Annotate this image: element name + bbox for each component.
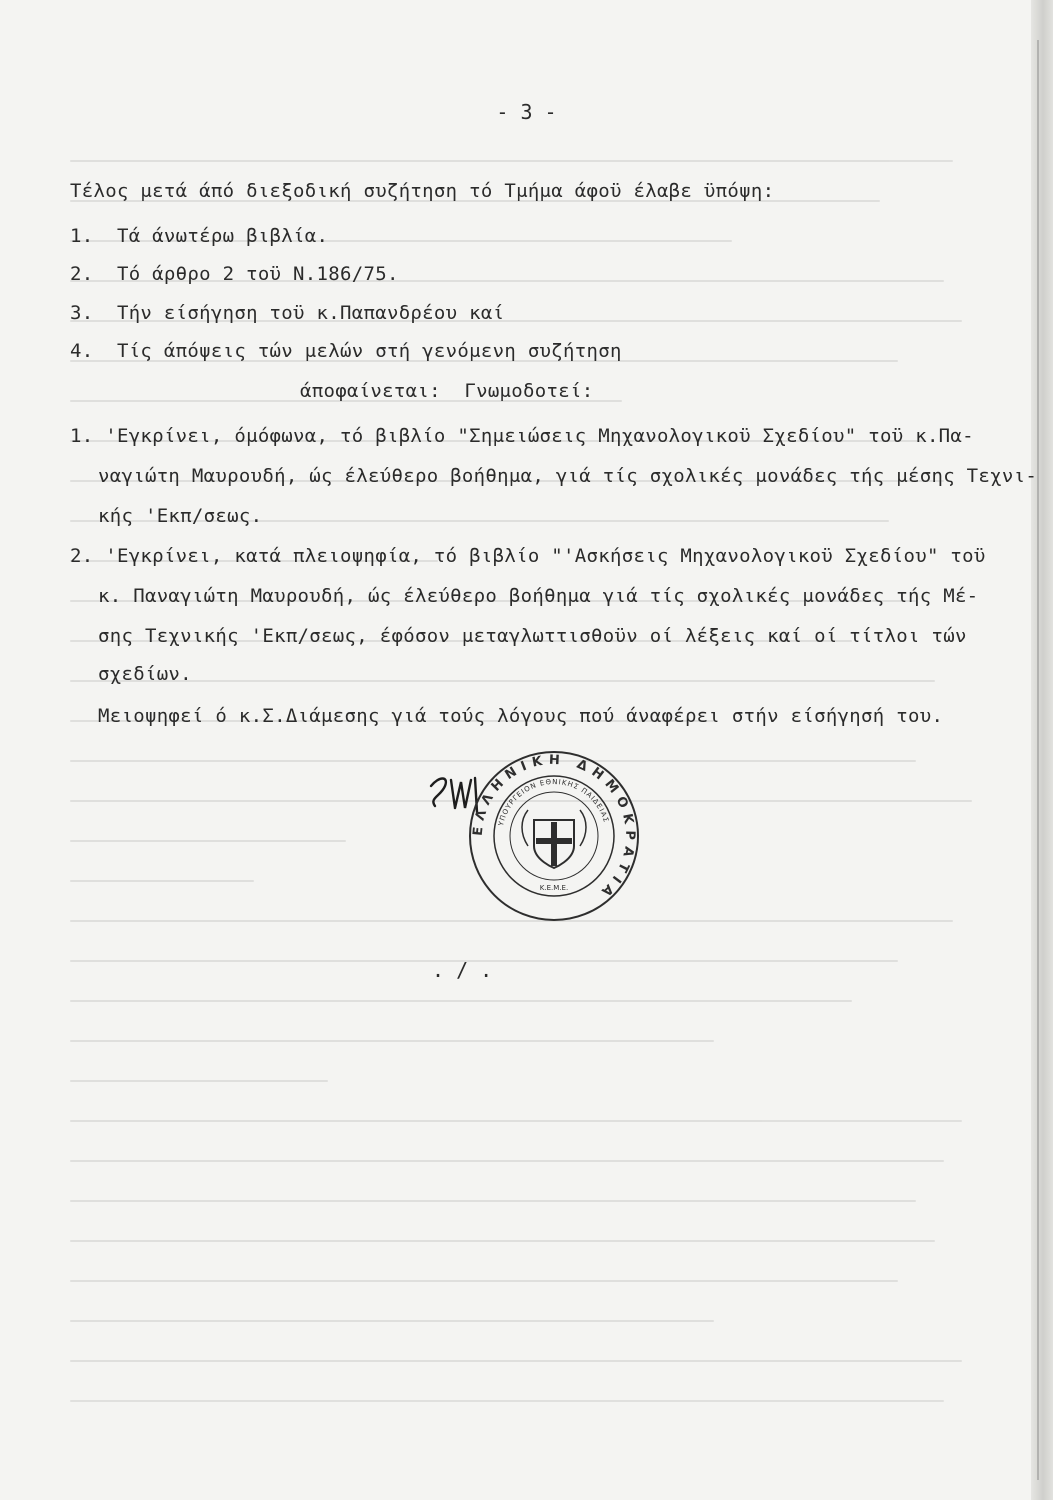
page-edge-line	[1037, 40, 1039, 1480]
decision-2-line-4: σχεδίων.	[98, 663, 192, 685]
considered-item-4: 4. Τίς άπόψεις τών μελών στή γενόμενη συζήτηση	[70, 340, 622, 362]
page-number: - 3 -	[496, 100, 557, 124]
intro-text: Τέλος μετά άπό διεξοδική συζήτηση τό Τμήμα άφοϋ έλαβε ϋπόψη:	[70, 180, 775, 202]
continuation-marks: . / .	[432, 958, 493, 982]
minority-opinion: Μειοψηφεί ό κ.Σ.Διάμεσης γιά τούς λόγους πού άναφέρει στήν είσήγησή του.	[98, 705, 944, 727]
considered-item-1: 1. Τά άνωτέρω βιβλία.	[70, 225, 329, 247]
considered-item-2: 2. Τό άρθρο 2 τοϋ Ν.186/75.	[70, 263, 399, 285]
decision-heading: άποφαίνεται: Γνωμοδοτεί:	[300, 380, 594, 402]
decision-2-line-1: 2. 'Εγκρίνει, κατά πλειοψηφία, τό βιβλίο "'Ασκήσεις Μηχανολογικοϋ Σχεδίου" τοϋ	[70, 545, 986, 567]
decision-1-line-2: ναγιώτη Μαυρουδή, ώς έλεύθερο βοήθημα, γιά τίς σχολικές μονάδες τής μέσης Τεχνι-	[98, 465, 1038, 487]
page-edge	[1031, 0, 1053, 1500]
decision-2-line-2: κ. Παναγιώτη Μαυρουδή, ώς έλεύθερο βοήθημα γιά τίς σχολικές μονάδες τής Μέ-	[98, 585, 979, 607]
official-stamp-seal	[468, 750, 640, 922]
decision-2-line-3: σης Τεχνικής 'Εκπ/σεως, έφόσον μεταγλωττισθοϋν οί λέξεις καί οί τίτλοι τών	[98, 625, 967, 647]
decision-1-line-1: 1. 'Εγκρίνει, όμόφωνα, τό βιβλίο "Σημειώσεις Μηχανολογικοϋ Σχεδίου" τοϋ κ.Πα-	[70, 425, 974, 447]
svg-text:Κ.Ε.Μ.Ε.: Κ.Ε.Μ.Ε.	[539, 884, 569, 892]
svg-text:ΥΠΟΥΡΓΕΙΟΝ ΕΘΝΙΚΗΣ ΠΑΙΔΕΙΑΣ: ΥΠΟΥΡΓΕΙΟΝ ΕΘΝΙΚΗΣ ΠΑΙΔΕΙΑΣ	[497, 777, 611, 827]
svg-text:ΕΛΛΗΝΙΚΗ ΔΗΜΟΚΡΑΤΙΑ: ΕΛΛΗΝΙΚΗ ΔΗΜΟΚΡΑΤΙΑ	[470, 752, 638, 903]
considered-item-3: 3. Τήν είσήγηση τοϋ κ.Παπανδρέου καί	[70, 302, 505, 324]
decision-1-line-3: κής 'Εκπ/σεως.	[98, 505, 263, 527]
